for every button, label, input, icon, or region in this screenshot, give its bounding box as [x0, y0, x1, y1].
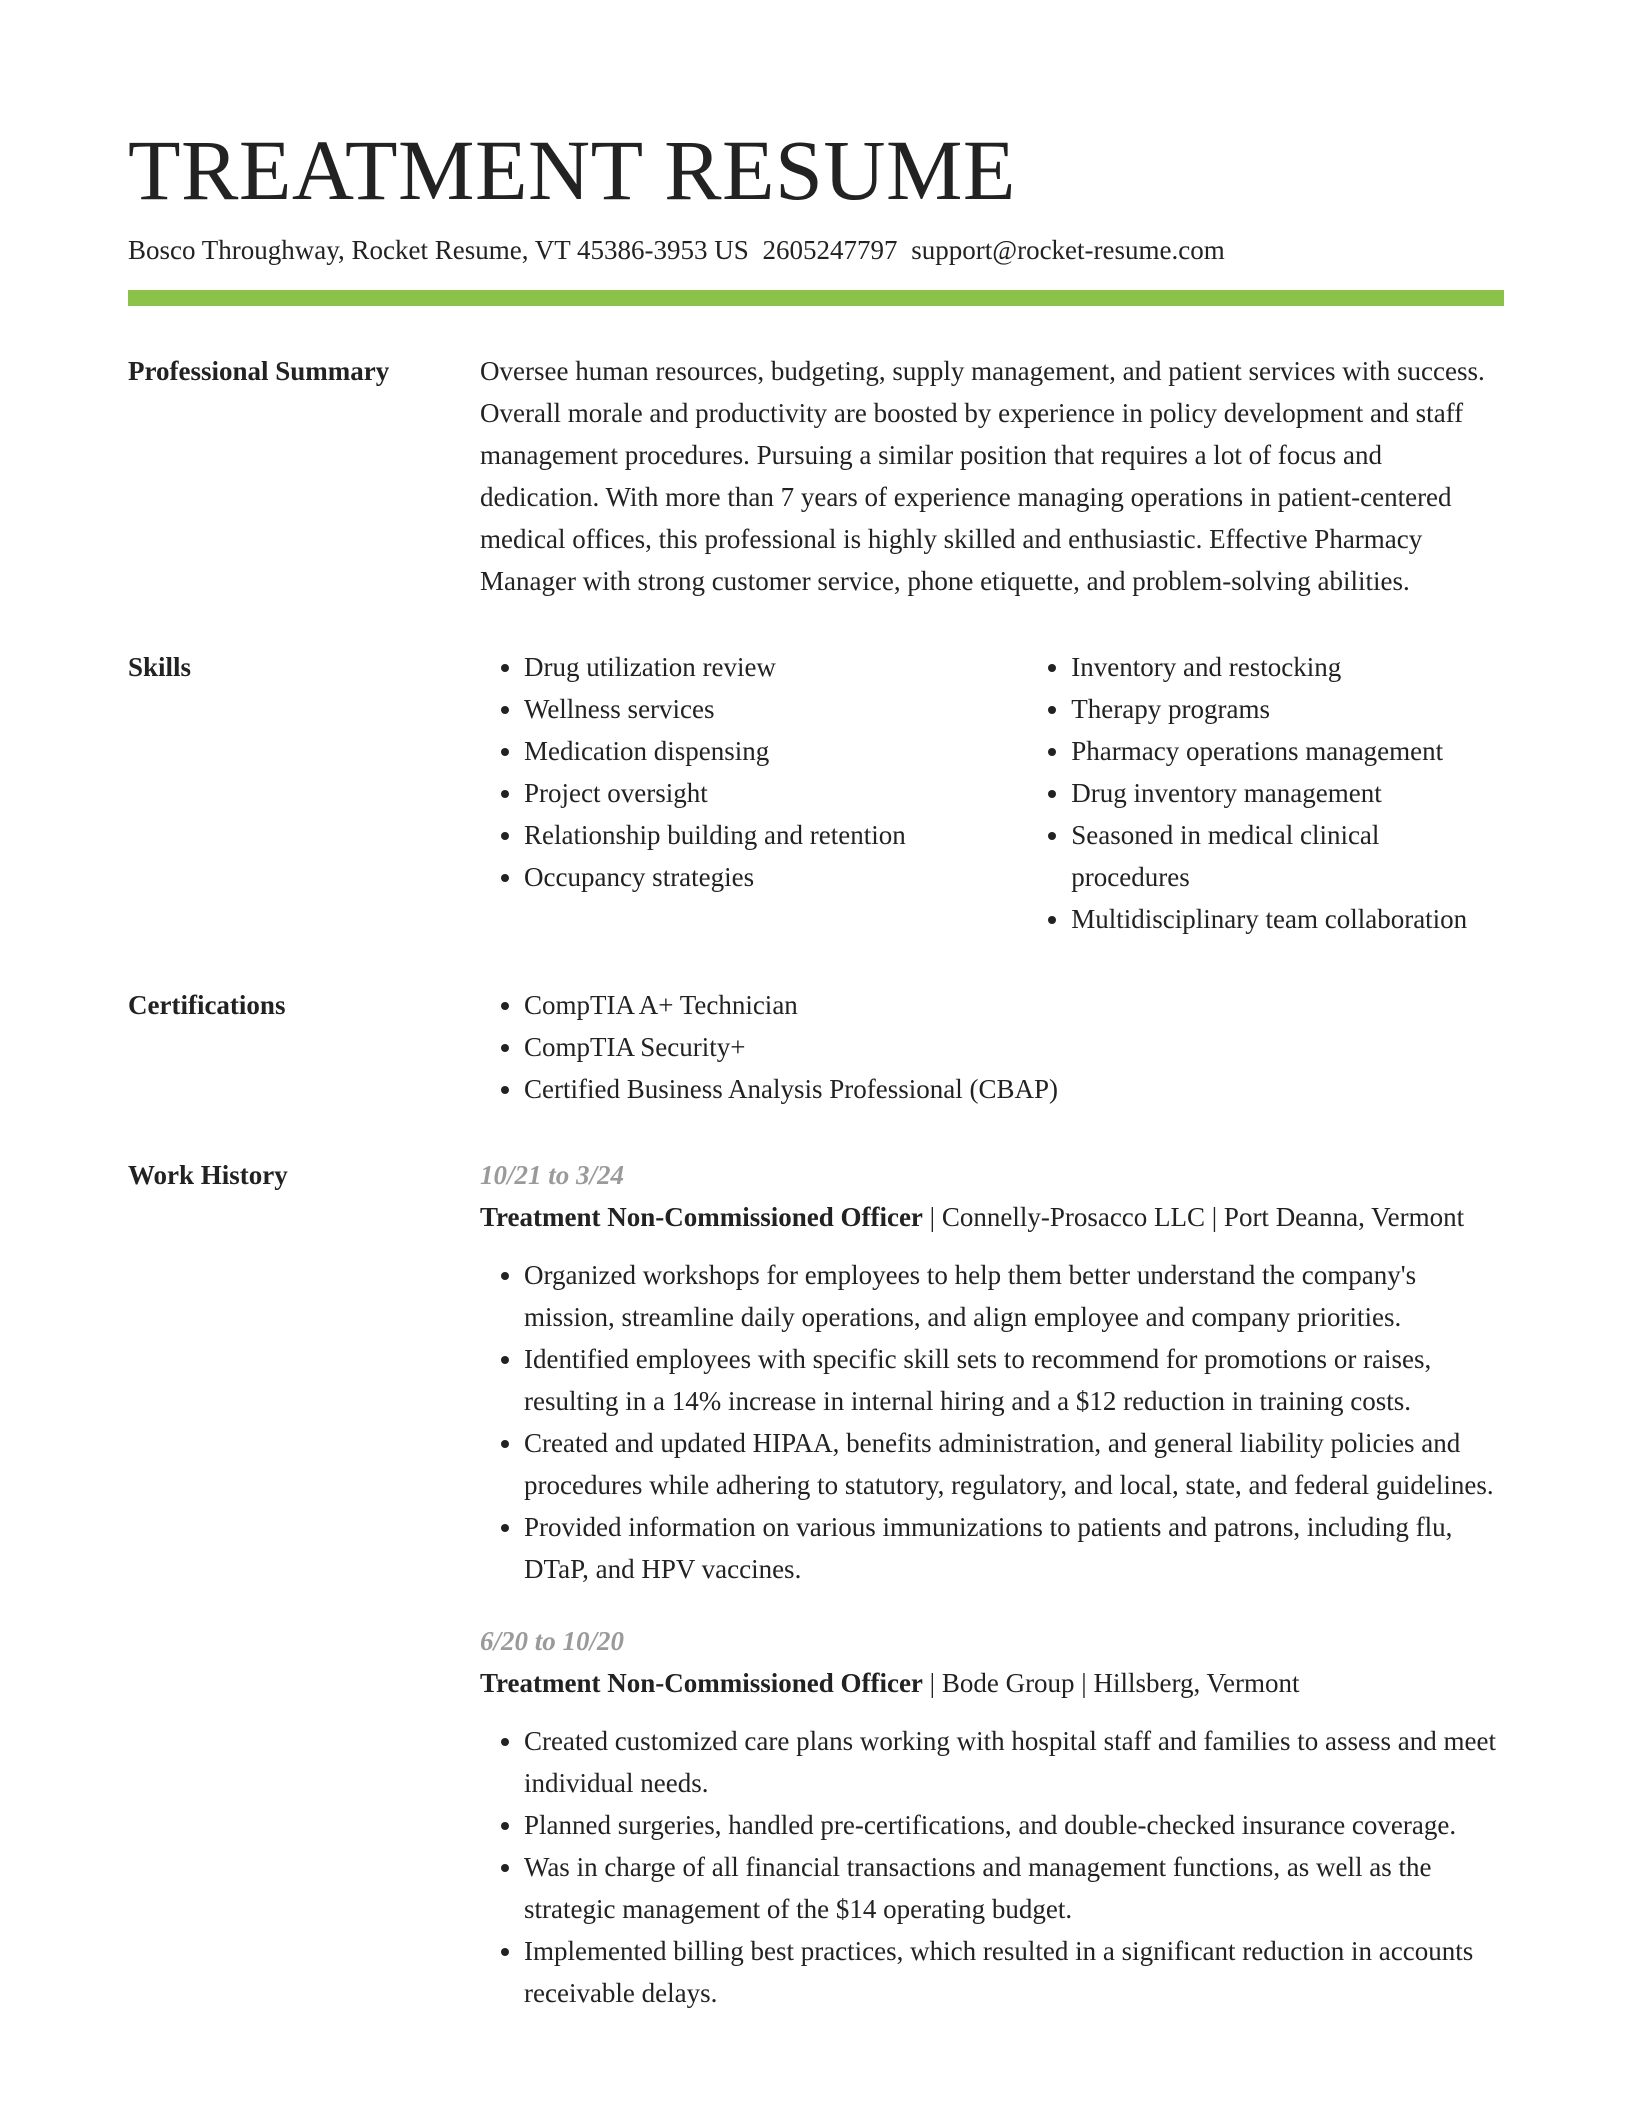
- job-bullets: [480, 1720, 1504, 2014]
- phone: 2605247797: [762, 235, 898, 265]
- skill-item: • Medication dispensing: [524, 730, 1027, 772]
- section-work-history: [128, 1160, 1504, 2014]
- skills-grid: [480, 646, 1504, 940]
- job-bullet: • Planned surgeries, handled pre-certifications, and double-checked insurance coverage.: [524, 1804, 1504, 1846]
- section-body-work-history: [480, 1154, 1504, 2014]
- job-heading: [480, 1196, 1504, 1238]
- job-dates: 6/20 to 10/20: [480, 1626, 625, 1656]
- address: Bosco Throughway, Rocket Resume, VT 45386-3953 US: [128, 235, 749, 265]
- job-dates: 10/21 to 3/24: [480, 1160, 625, 1190]
- skill-item: • Occupancy strategies: [524, 856, 1027, 898]
- job-heading: [480, 1662, 1504, 1704]
- skill-item: • Pharmacy operations management: [1071, 730, 1504, 772]
- section-body-certifications: [480, 984, 1504, 1110]
- skill-item: • Drug inventory management: [1071, 772, 1504, 814]
- job-bullet: • Created and updated HIPAA, benefits administration, and general liability policies and procedures while adhering to statutory, regulatory, and local, state, and federal guidelines.: [524, 1422, 1504, 1506]
- section-label-certifications: Certifications: [128, 990, 286, 1020]
- summary-text: Oversee human resources, budgeting, supply management, and patient services with success. Overall morale and productivity are boosted by experience in policy development and staff management procedures. Pursuing a similar position that requires a lot of focus and dedication. With more than 7 years of experience managing operations in patient-centered medical offices, this professional is highly skilled and enthusiastic. Effective Pharmacy Manager with strong customer service, phone etiquette, and problem-solving abilities.: [480, 356, 1485, 596]
- section-certifications: [128, 990, 1504, 1110]
- section-body-summary: [480, 350, 1504, 602]
- job-title: Treatment Non-Commissioned Officer: [480, 1202, 923, 1232]
- skills-list-left: [480, 646, 1027, 940]
- job-bullet: • Organized workshops for employees to help them better understand the company's mission, streamline daily operations, and align employee and company priorities.: [524, 1254, 1504, 1338]
- skill-item: • Inventory and restocking: [1071, 646, 1504, 688]
- job-details: | Bode Group | Hillsberg, Vermont: [922, 1668, 1300, 1698]
- job-bullet: • Provided information on various immunizations to patients and patrons, including flu, DTaP, and HPV vaccines.: [524, 1506, 1504, 1590]
- skill-item: • Drug utilization review: [524, 646, 1027, 688]
- section-label-summary: Professional Summary: [128, 356, 390, 386]
- skills-list-right: [1027, 646, 1504, 940]
- skill-item: • Project oversight: [524, 772, 1027, 814]
- job-details: | Connelly-Prosacco LLC | Port Deanna, Vermont: [922, 1202, 1465, 1232]
- skill-item: • Wellness services: [524, 688, 1027, 730]
- job-bullets: [480, 1254, 1504, 1590]
- contact-line: [128, 232, 1504, 268]
- skill-item: • Therapy programs: [1071, 688, 1504, 730]
- job-bullet: • Identified employees with specific skill sets to recommend for promotions or raises, resulting in a 14% increase in internal hiring and a $12 reduction in training costs.: [524, 1338, 1504, 1422]
- resume-title: TREATMENT RESUME: [128, 122, 1016, 218]
- email: support@rocket-resume.com: [911, 235, 1225, 265]
- job-bullet: • Was in charge of all financial transactions and management functions, as well as the strategic management of the $14 operating budget.: [524, 1846, 1504, 1930]
- skill-item: • Seasoned in medical clinical procedures: [1071, 814, 1504, 898]
- resume-page: [128, 118, 1504, 2014]
- section-skills: [128, 652, 1504, 940]
- section-label-skills: Skills: [128, 652, 192, 682]
- skill-item: • Relationship building and retention: [524, 814, 1027, 856]
- section-summary: [128, 356, 1504, 602]
- certification-item: • CompTIA Security+: [524, 1026, 1504, 1068]
- certification-item: • CompTIA A+ Technician: [524, 984, 1504, 1026]
- job-bullet: • Implemented billing best practices, which resulted in a significant reduction in accounts receivable delays.: [524, 1930, 1504, 2014]
- job-entry: [480, 1154, 1504, 1590]
- header-divider: [128, 290, 1504, 306]
- job-title: Treatment Non-Commissioned Officer: [480, 1668, 923, 1698]
- job-bullet: • Created customized care plans working with hospital staff and families to assess and meet individual needs.: [524, 1720, 1504, 1804]
- certifications-list: [480, 984, 1504, 1110]
- certification-item: • Certified Business Analysis Professional (CBAP): [524, 1068, 1504, 1110]
- section-label-work-history: Work History: [128, 1160, 288, 1190]
- skill-item: • Multidisciplinary team collaboration: [1071, 898, 1504, 940]
- job-entry: [480, 1620, 1504, 2014]
